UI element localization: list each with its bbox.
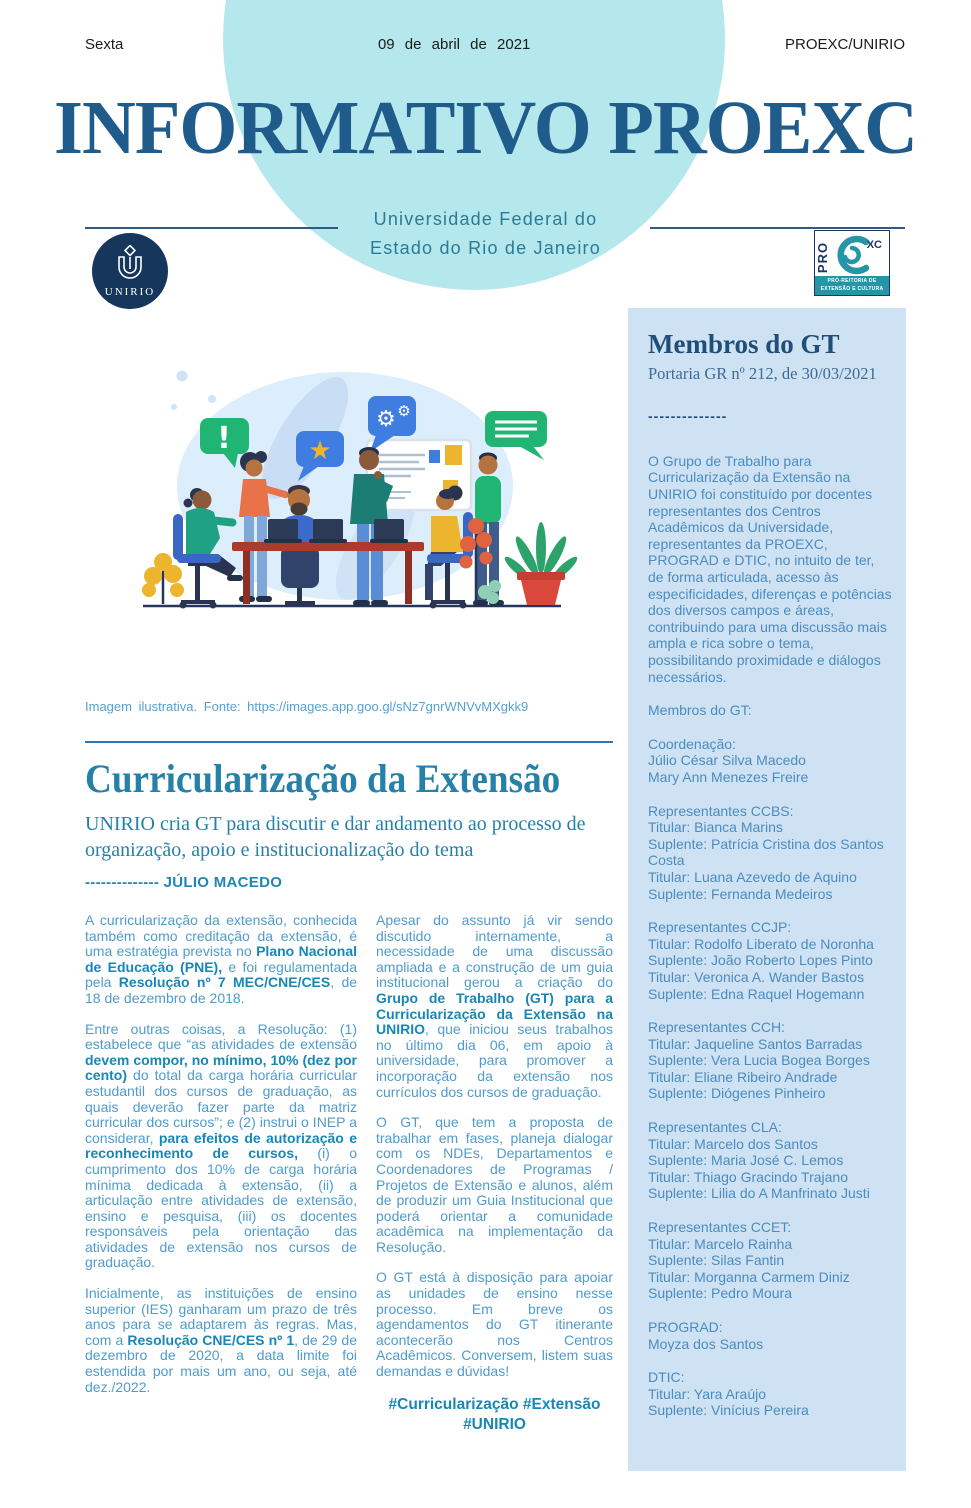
- sidebar-member: Suplente: João Roberto Lopes Pinto: [648, 952, 873, 969]
- masthead-org: PROEXC/UNIRIO: [784, 36, 905, 53]
- sidebar-member: Suplente: Fernanda Medeiros: [648, 885, 833, 902]
- sidebar-member: Suplente: Patrícia Cristina dos Santos Costa: [648, 835, 884, 869]
- sidebar-group: [648, 736, 892, 786]
- sidebar-subtitle: Portaria GR nº 212, de 30/03/2021: [648, 363, 877, 383]
- sidebar-group-label: Representantes CCJP:: [648, 919, 792, 936]
- article-paragraph: Apesar do assunto já vir sendo discutido internamente, a necessidade de uma discussão ampliada e a construção de um guia institucional gerou a criação do Grupo de Trabalho (GT) para a Curricularização da Extensão na UNIRIO, que iniciou seus trabalhos no último dia 06, em apoio à universidade, para promover a incorporação da extensão nos currículos dos cursos de graduação.: [376, 912, 613, 1100]
- sidebar-member: Titular: Yara Araújo: [648, 1385, 767, 1402]
- proexc-logo-pro: PRO: [815, 241, 831, 274]
- university-name-line2: Estado do Rio de Janeiro: [370, 237, 601, 258]
- sidebar-groups: [648, 736, 892, 1419]
- sidebar-member: Suplente: Maria José C. Lemos: [648, 1152, 844, 1169]
- team-meeting-illustration: [85, 356, 585, 662]
- sidebar-members-label: Membros do GT:: [648, 702, 752, 719]
- article-column-2-paras: [376, 913, 613, 1380]
- laptop-3: [370, 519, 408, 543]
- sidebar-group: [648, 1319, 892, 1352]
- sticky-note-blue: [429, 450, 440, 463]
- article-paragraph: A curricularização da extensão, conhecida também como creditação da extensão, é uma estratégia prevista no Plano Nacional de Educação (PNE), e foi regulamentada pela Resolução nº 7 MEC/CNE/CES, de 18 de dezembro de 2018.: [85, 912, 358, 1006]
- sidebar-member: Titular: Thiago Gracindo Trajano: [648, 1168, 848, 1185]
- laptop-2: [309, 519, 347, 543]
- sidebar-member: Titular: Jaqueline Santos Barradas: [648, 1035, 863, 1052]
- sidebar-group-label: Representantes CCH:: [648, 1019, 785, 1036]
- sidebar-dashes: --------------: [648, 408, 728, 425]
- sidebar-title: Membros do GT: [648, 329, 840, 359]
- proexc-logo: [814, 230, 890, 296]
- article-byline: -------------- JÚLIO MACEDO: [85, 874, 283, 891]
- sidebar-member: Suplente: Silas Fantin: [648, 1252, 785, 1269]
- sidebar-member: Titular: Marcelo dos Santos: [648, 1135, 818, 1152]
- unirio-logo-label: UNIRIO: [104, 285, 156, 298]
- svg-text:!: !: [217, 421, 231, 456]
- sidebar-member: Titular: Luana Azevedo de Aquino: [648, 868, 857, 885]
- masthead-weekday: Sexta: [85, 36, 124, 53]
- unirio-emblem-icon: [113, 245, 147, 284]
- sidebar-member: Titular: Morganna Carmem Diniz: [648, 1268, 850, 1285]
- sidebar-group: [648, 919, 892, 1002]
- sidebar-member: Suplente: Vera Lucia Bogea Borges: [648, 1052, 870, 1069]
- proexc-logo-caption: PRÓ-REITORIA DE EXTENSÃO E CULTURA: [815, 276, 889, 295]
- article-body: [85, 913, 613, 1435]
- potted-plant-right: [502, 522, 580, 605]
- article-paragraph: Entre outras coisas, a Resolução: (1) estabelece que “as atividades de extensão devem compor, no mínimo, 10% (dez por cento) do total da carga horária curricular estudantil dos cursos de graduação, as quais deverão fazer parte da matriz curricular dos cursos”; e (2) instrui o INEP a considerar, para efeitos de autorização e reconhecimento de cursos, (i) o cumprimento dos 10% de carga horária mínima dedicada à extensão, (ii) a articulação entre atividades de extensão, ensino e pesquisa, (iii) os docentes responsáveis pela orientação das atividades de extensão nos cursos de graduação.: [85, 1020, 358, 1271]
- article-deck: UNIRIO cria GT para discutir e dar andamento ao processo de organização, apoio e institucionalização do tema: [85, 813, 586, 861]
- article-title: Curricularização da Extensão: [85, 756, 561, 801]
- article-paragraph: O GT está à disposição para apoiar as unidades de ensino nesse processo. Em breve os agendamentos do GT itinerante acontecerão nos Centros Acadêmicos. Conversem, listem suas demandas e dúvidas!: [376, 1269, 613, 1380]
- sidebar-member: Titular: Rodolfo Liberato de Noronha: [648, 935, 874, 952]
- sidebar-member: Titular: Marcelo Rainha: [648, 1235, 793, 1252]
- university-name-line1: Universidade Federal do: [373, 209, 598, 229]
- sidebar-member: Titular: Bianca Marins: [648, 819, 783, 836]
- article-column-1: [85, 913, 357, 1435]
- masthead-date: 09 de abril de 2021: [377, 36, 531, 53]
- masthead-rule-left: [85, 227, 338, 229]
- sidebar-group-label: DTIC:: [648, 1369, 685, 1386]
- sidebar-member: Suplente: Diógenes Pinheiro: [648, 1085, 826, 1102]
- image-source-link[interactable]: https://images.app.goo.gl/sNz7gnrWNVvMXgkk9: [247, 699, 529, 714]
- image-caption: [85, 699, 528, 714]
- hashtags-line1: #Curricularização #Extensão: [388, 1395, 601, 1413]
- sidebar-member: Suplente: Edna Raquel Hogemann: [648, 985, 865, 1002]
- hashtags-line2: #UNIRIO: [463, 1415, 526, 1433]
- sidebar-intro: O Grupo de Trabalho para Curricularização da Extensão na UNIRIO foi constituído por docentes representantes dos Centros Acadêmicos da Universidade, representantes da PROEXC, PROGRAD e DTIC, no intuito de ter, de forma articulada, acesso às especificidades, diferenças e potências dos diversos campos e áreas, contribuindo para uma discussão mais ampla e rica sobre o tema, possibilitando proximidade e diálogos necessários.: [648, 452, 892, 685]
- sidebar-group: [648, 1119, 892, 1202]
- sidebar-group-label: PROGRAD:: [648, 1319, 723, 1335]
- sidebar-member: Suplente: Vinícius Pereira: [648, 1402, 809, 1419]
- svg-text:⚙: ⚙: [376, 407, 396, 432]
- svg-text:★: ★: [308, 436, 332, 466]
- article-paragraph: O GT, que tem a proposta de trabalhar em fases, planeja dialogar com os NDEs, Departamentos e Coordenadores de Programas / Projetos de Extensão e alunos, além de produzir um Guia Institucional que poderá orientar a comunidade acadêmica na implementação da Resolução.: [376, 1114, 613, 1255]
- sidebar-member: Titular: Veronica A. Wander Bastos: [648, 968, 865, 985]
- masthead-info-row: [85, 36, 905, 53]
- sidebar-group-label: Coordenação:: [648, 735, 736, 752]
- image-caption-prefix: Imagem ilustrativa. Fonte:: [85, 699, 248, 714]
- unirio-logo: [92, 233, 168, 309]
- article-hashtags: [376, 1395, 613, 1435]
- sticky-note-yellow: [445, 445, 462, 465]
- laptop-1: [264, 519, 302, 543]
- sidebar-group-label: Representantes CLA:: [648, 1119, 782, 1136]
- sidebar-member: Suplente: Pedro Moura: [648, 1285, 792, 1302]
- newsletter-title: INFORMATIVO PROEXC: [54, 86, 917, 170]
- sidebar-group: [648, 1219, 892, 1302]
- sidebar-membros-gt: [628, 308, 906, 1471]
- svg-text:⚙: ⚙: [397, 402, 411, 420]
- sidebar-group-label: Representantes CCET:: [648, 1219, 792, 1236]
- sidebar-member: Mary Ann Menezes Freire: [648, 768, 809, 785]
- article-paragraph: Inicialmente, as instituições de ensino superior (IES) ganharam um prazo de três anos para se adaptarem às regras. Mas, com a Resolução CNE/CES nº 1, de 29 de dezembro de 2020, a data limite foi estendida por mais um ano, ou seja, até dez./2022.: [85, 1285, 357, 1395]
- article-divider: [85, 741, 613, 743]
- sidebar-group: [648, 803, 892, 903]
- proexc-logo-xc: XC: [866, 239, 882, 251]
- masthead-rule-right: [650, 227, 905, 229]
- sidebar-member: Júlio César Silva Macedo: [648, 752, 806, 769]
- sidebar-member: Titular: Eliane Ribeiro Andrade: [648, 1068, 838, 1085]
- sidebar-member: Moyza dos Santos: [648, 1335, 764, 1352]
- article-column-2: [376, 913, 613, 1435]
- sidebar-group-label: Representantes CCBS:: [648, 802, 794, 819]
- sidebar-member: Suplente: Lilia do A Manfrinato Justi: [648, 1185, 870, 1202]
- sidebar-group: [648, 1369, 892, 1419]
- sidebar-group: [648, 1019, 892, 1102]
